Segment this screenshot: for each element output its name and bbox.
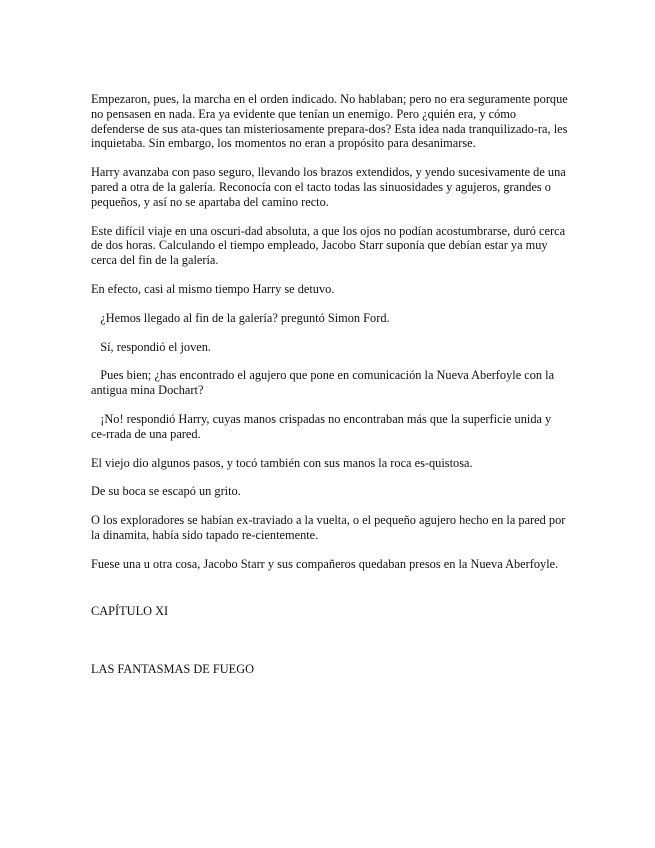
- chapter-title: CAPÍTULO XI: [91, 603, 169, 618]
- paragraph-8: ¡No! respondió Harry, cuyas manos crispadas no encontraban más que la superficie unida y ce-rrada de una pared.: [91, 411, 555, 441]
- paragraph-9: El viejo dio algunos pasos, y tocó también con sus manos la roca es-quistosa.: [91, 455, 473, 470]
- paragraph-11: O los exploradores se habían ex-traviado a la vuelta, o el pequeño agujero hecho en la pared por la dinamita, había sido tapado re-cientemente.: [91, 513, 566, 542]
- paragraph-10: De su boca se escapó un grito.: [91, 484, 241, 499]
- document-page: [91, 92, 569, 677]
- paragraph-2: Harry avanzaba con paso seguro, llevando los brazos extendidos, y yendo sucesivamente de una pared a otra de la galería. Reconocía con el tacto todas las sinuosidades y agujeros, grandes o pequeños, y así no se apartaba del camino recto.: [91, 165, 566, 209]
- paragraph-12: Fuese una u otra cosa, Jacobo Starr y sus compañeros quedaban presos en la Nueva Aberfoyle.: [91, 556, 559, 571]
- paragraph-4: En efecto, casi al mismo tiempo Harry se detuvo.: [91, 281, 335, 296]
- paragraph-5: ¿Hemos llegado al fin de la galería? preguntó Simon Ford.: [91, 310, 390, 325]
- paragraph-6: Sí, respondió el joven.: [91, 339, 212, 354]
- paragraph-7: Pues bien; ¿has encontrado el agujero que pone en comunicación la Nueva Aberfoyle con la antigua mina Dochart?: [91, 368, 558, 398]
- chapter-subtitle: LAS FANTASMAS DE FUEGO: [91, 662, 255, 677]
- paragraph-3: Este difícil viaje en una oscuri-dad absoluta, a que los ojos no podían acostumbrarse, duró cerca de dos horas. Calculando el tiempo empleado, Jacobo Starr suponía que debían estar ya muy cerca del fin de la galería.: [91, 223, 566, 268]
- paragraph-1: Empezaron, pues, la marcha en el orden indicado. No hablaban; pero no era seguramente porque no pensasen en nada. Era ya evidente que tenían un enemigo. Pero ¿quién era, y cómo defenderse de sus ata-ques tan misteriosamente prepara-dos? Esta idea nada tranquilizado-ra, les inquietaba. Sin embargo, los momentos no eran a propósito para desanimarse.: [91, 92, 568, 151]
